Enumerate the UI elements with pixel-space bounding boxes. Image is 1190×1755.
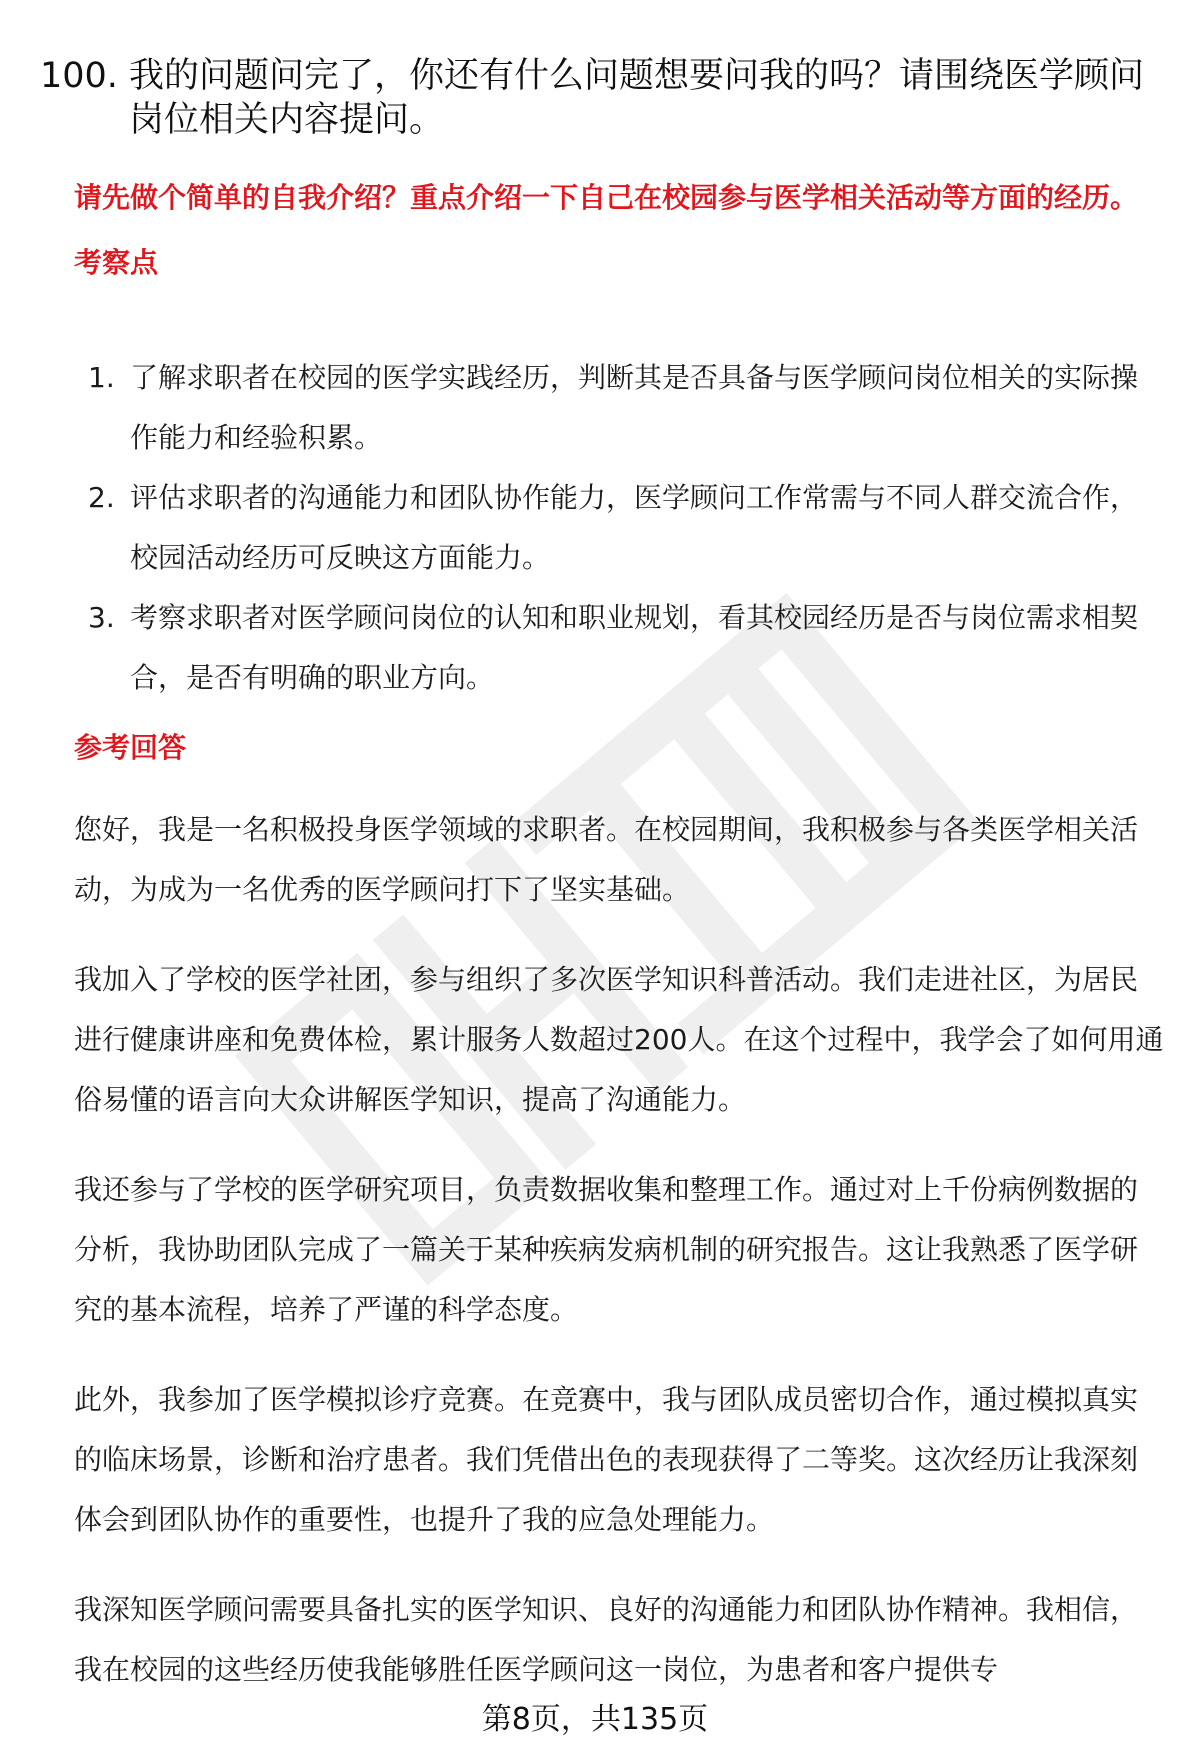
answer-paragraph: 我还参与了学校的医学研究项目，负责数据收集和整理工作。通过对上千份病例数据的分析，我协助团队完成了一篇关于某种疾病发病机制的研究报告。这让我熟悉了医学研究的基本流程，培养了严谨的科学态度。 bbox=[74, 1173, 1139, 1326]
answer-paragraph: 您好，我是一名积极投身医学领域的求职者。在校园期间，我积极参与各类医学相关活动，为成为一名优秀的医学顾问打下了坚实基础。 bbox=[74, 813, 1139, 906]
assessment-heading: 考察点 bbox=[74, 246, 159, 279]
point-number: 3. bbox=[88, 601, 115, 634]
question-title bbox=[40, 54, 1160, 142]
question-text: 我的问题问完了，你还有什么问题想要问我的吗？请围绕医学顾问岗位相关内容提问。 bbox=[129, 56, 1145, 140]
question-number: 100. bbox=[40, 56, 118, 96]
assessment-point bbox=[74, 348, 1164, 468]
answer-paragraph: 我加入了学校的医学社团，参与组织了多次医学知识科普活动。我们走进社区，为居民进行健康讲座和免费体检，累计服务人数超过200人。在这个过程中，我学会了如何用通俗易懂的语言向大众讲解医学知识，提高了沟通能力。 bbox=[74, 963, 1164, 1116]
assessment-point bbox=[74, 588, 1164, 708]
assessment-points-list bbox=[74, 348, 1164, 708]
reference-heading: 参考回答 bbox=[74, 731, 187, 764]
point-number: 1. bbox=[88, 361, 115, 394]
point-text: 考察求职者对医学顾问岗位的认知和职业规划，看其校园经历是否与岗位需求相契合，是否有明确的职业方向。 bbox=[130, 601, 1139, 694]
sub-question: 请先做个简单的自我介绍？重点介绍一下自己在校园参与医学相关活动等方面的经历。 bbox=[74, 181, 1139, 214]
point-text: 了解求职者在校园的医学实践经历，判断其是否具备与医学顾问岗位相关的实际操作能力和经验积累。 bbox=[130, 361, 1139, 454]
answer-paragraph: 我深知医学顾问需要具备扎实的医学知识、良好的沟通能力和团队协作精神。我相信，我在校园的这些经历使我能够胜任医学顾问这一岗位，为患者和客户提供专 bbox=[74, 1593, 1139, 1686]
assessment-point bbox=[74, 468, 1164, 588]
page-footer: 第8页，共135页 bbox=[481, 1702, 709, 1737]
point-text: 评估求职者的沟通能力和团队协作能力，医学顾问工作常需与不同人群交流合作，校园活动经历可反映这方面能力。 bbox=[130, 481, 1139, 574]
point-number: 2. bbox=[88, 481, 115, 514]
answer-paragraph: 此外，我参加了医学模拟诊疗竞赛。在竞赛中，我与团队成员密切合作，通过模拟真实的临床场景，诊断和治疗患者。我们凭借出色的表现获得了二等奖。这次经历让我深刻体会到团队协作的重要性，也提升了我的应急处理能力。 bbox=[74, 1383, 1139, 1536]
